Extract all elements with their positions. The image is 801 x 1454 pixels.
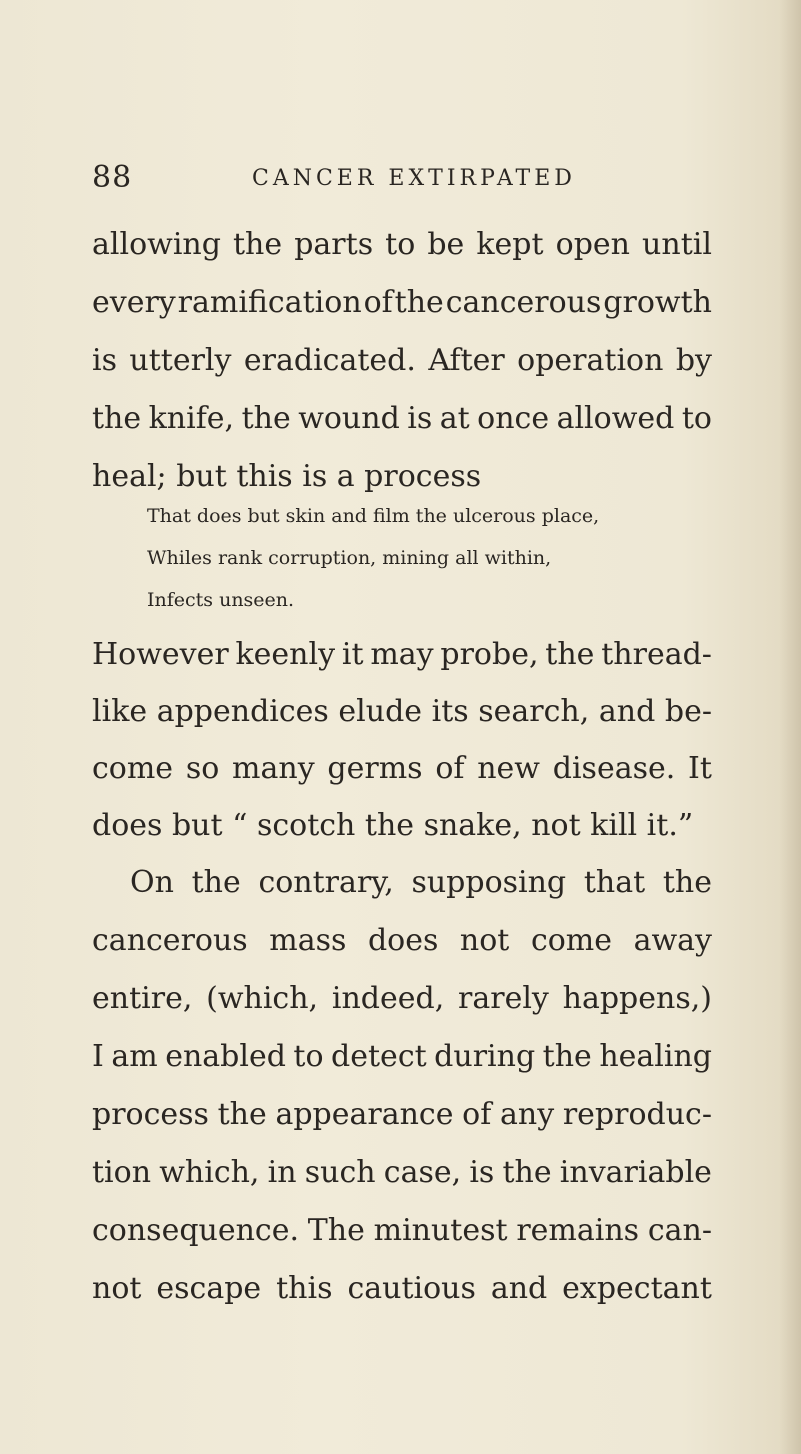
word: keenly	[235, 637, 336, 672]
text-line: heal; but this is a process	[92, 459, 482, 494]
word: On	[130, 865, 174, 900]
word: remains	[516, 1213, 640, 1248]
word: does	[367, 923, 439, 958]
word: like	[92, 694, 148, 729]
word: every	[92, 285, 176, 320]
verse-line: Whiles rank corruption, mining all within,	[147, 547, 552, 569]
word: come	[530, 923, 613, 958]
word: am	[111, 1039, 158, 1074]
word: rarely	[458, 981, 549, 1016]
page-header	[92, 160, 712, 200]
word: It	[688, 751, 712, 786]
text-line	[92, 637, 712, 672]
word: the	[662, 865, 712, 900]
word: this	[276, 1271, 333, 1306]
word: allowing	[92, 227, 221, 262]
word: reproduc-	[562, 1097, 712, 1132]
text-line	[92, 751, 712, 786]
word: and	[598, 694, 656, 729]
text-line	[92, 1097, 712, 1132]
word: escape	[156, 1271, 262, 1306]
word: is	[407, 401, 433, 436]
word: away	[633, 923, 712, 958]
word: new	[477, 751, 540, 786]
text-line	[92, 981, 712, 1016]
word: of	[435, 751, 465, 786]
word: However	[92, 637, 229, 672]
word: enabled	[165, 1039, 286, 1074]
word: the	[241, 401, 291, 436]
word: indeed,	[331, 981, 445, 1016]
word: ramification	[177, 285, 362, 320]
word: the	[92, 401, 142, 436]
text-line	[92, 401, 712, 436]
word: may	[370, 637, 434, 672]
word: case,	[383, 1155, 462, 1190]
word: by	[675, 343, 712, 378]
word: consequence.	[92, 1213, 300, 1248]
word: probe,	[440, 637, 539, 672]
verse-line: Infects unseen.	[147, 589, 295, 611]
text-line	[92, 1039, 712, 1074]
word: any	[500, 1097, 555, 1132]
text-line	[130, 865, 712, 900]
text-line	[92, 1155, 712, 1190]
word: to	[293, 1039, 324, 1074]
word: until	[642, 227, 712, 262]
word: process	[92, 1097, 209, 1132]
word: cautious	[347, 1271, 476, 1306]
word: its	[431, 694, 469, 729]
word: to	[385, 227, 416, 262]
text-line	[92, 1271, 712, 1306]
word: once	[477, 401, 550, 436]
word: supposing	[411, 865, 567, 900]
word: the	[502, 1155, 552, 1190]
text-line	[92, 694, 712, 729]
word: entire,	[92, 981, 193, 1016]
word: open	[555, 227, 630, 262]
word: operation	[517, 343, 664, 378]
word: the	[545, 637, 595, 672]
word: utterly	[129, 343, 232, 378]
word: appearance	[275, 1097, 454, 1132]
word: The	[307, 1213, 365, 1248]
word: tion	[92, 1155, 152, 1190]
word: germs	[327, 751, 423, 786]
text-line	[92, 285, 712, 320]
word: I	[92, 1039, 104, 1074]
word: the	[217, 1097, 267, 1132]
word: the	[542, 1039, 592, 1074]
running-head: CANCER EXTIRPATED	[252, 166, 576, 191]
text-line	[92, 343, 712, 378]
word: the	[233, 227, 283, 262]
word: during	[434, 1039, 536, 1074]
text-line: does but “ scotch the snake, not kill it.”	[92, 808, 694, 843]
word: expectant	[562, 1271, 712, 1306]
word: it	[341, 637, 364, 672]
word: cancerous	[92, 923, 248, 958]
word: detect	[331, 1039, 427, 1074]
word: be-	[664, 694, 712, 729]
word: disease.	[552, 751, 676, 786]
word: be	[427, 227, 465, 262]
word: can-	[647, 1213, 712, 1248]
word: is	[92, 343, 117, 378]
word: and	[490, 1271, 548, 1306]
word: the	[191, 865, 241, 900]
page-number: 88	[92, 160, 133, 195]
text-line	[92, 227, 712, 262]
word: knife,	[148, 401, 235, 436]
word: wound	[298, 401, 400, 436]
word: is	[469, 1155, 495, 1190]
word: come	[92, 751, 174, 786]
word: in	[267, 1155, 297, 1190]
verse-line: That does but skin and film the ulcerous place,	[147, 505, 600, 527]
word: mass	[269, 923, 347, 958]
word: eradicated.	[243, 343, 416, 378]
word: not	[92, 1271, 142, 1306]
page-edge-shadow	[779, 0, 801, 1454]
word: thread-	[601, 637, 712, 672]
word: many	[232, 751, 315, 786]
word: (which,	[206, 981, 319, 1016]
word: of	[363, 285, 393, 320]
word: of	[462, 1097, 492, 1132]
word: so	[185, 751, 220, 786]
word: that	[583, 865, 646, 900]
word: healing	[599, 1039, 712, 1074]
word: minutest	[373, 1213, 508, 1248]
word: contrary,	[258, 865, 394, 900]
word: cancerous	[445, 285, 602, 320]
word: growth	[603, 285, 712, 320]
word: to	[681, 401, 712, 436]
word: parts	[294, 227, 374, 262]
word: kept	[476, 227, 544, 262]
word: the	[394, 285, 444, 320]
word: invariable	[559, 1155, 712, 1190]
word: happens,)	[562, 981, 712, 1016]
text-line	[92, 923, 712, 958]
text-line	[92, 1213, 712, 1248]
word: After	[428, 343, 505, 378]
word: such	[304, 1155, 376, 1190]
word: elude	[338, 694, 423, 729]
word: not	[459, 923, 510, 958]
word: allowed	[556, 401, 675, 436]
word: at	[439, 401, 470, 436]
word: which,	[159, 1155, 260, 1190]
word: search,	[478, 694, 590, 729]
word: appendices	[156, 694, 329, 729]
